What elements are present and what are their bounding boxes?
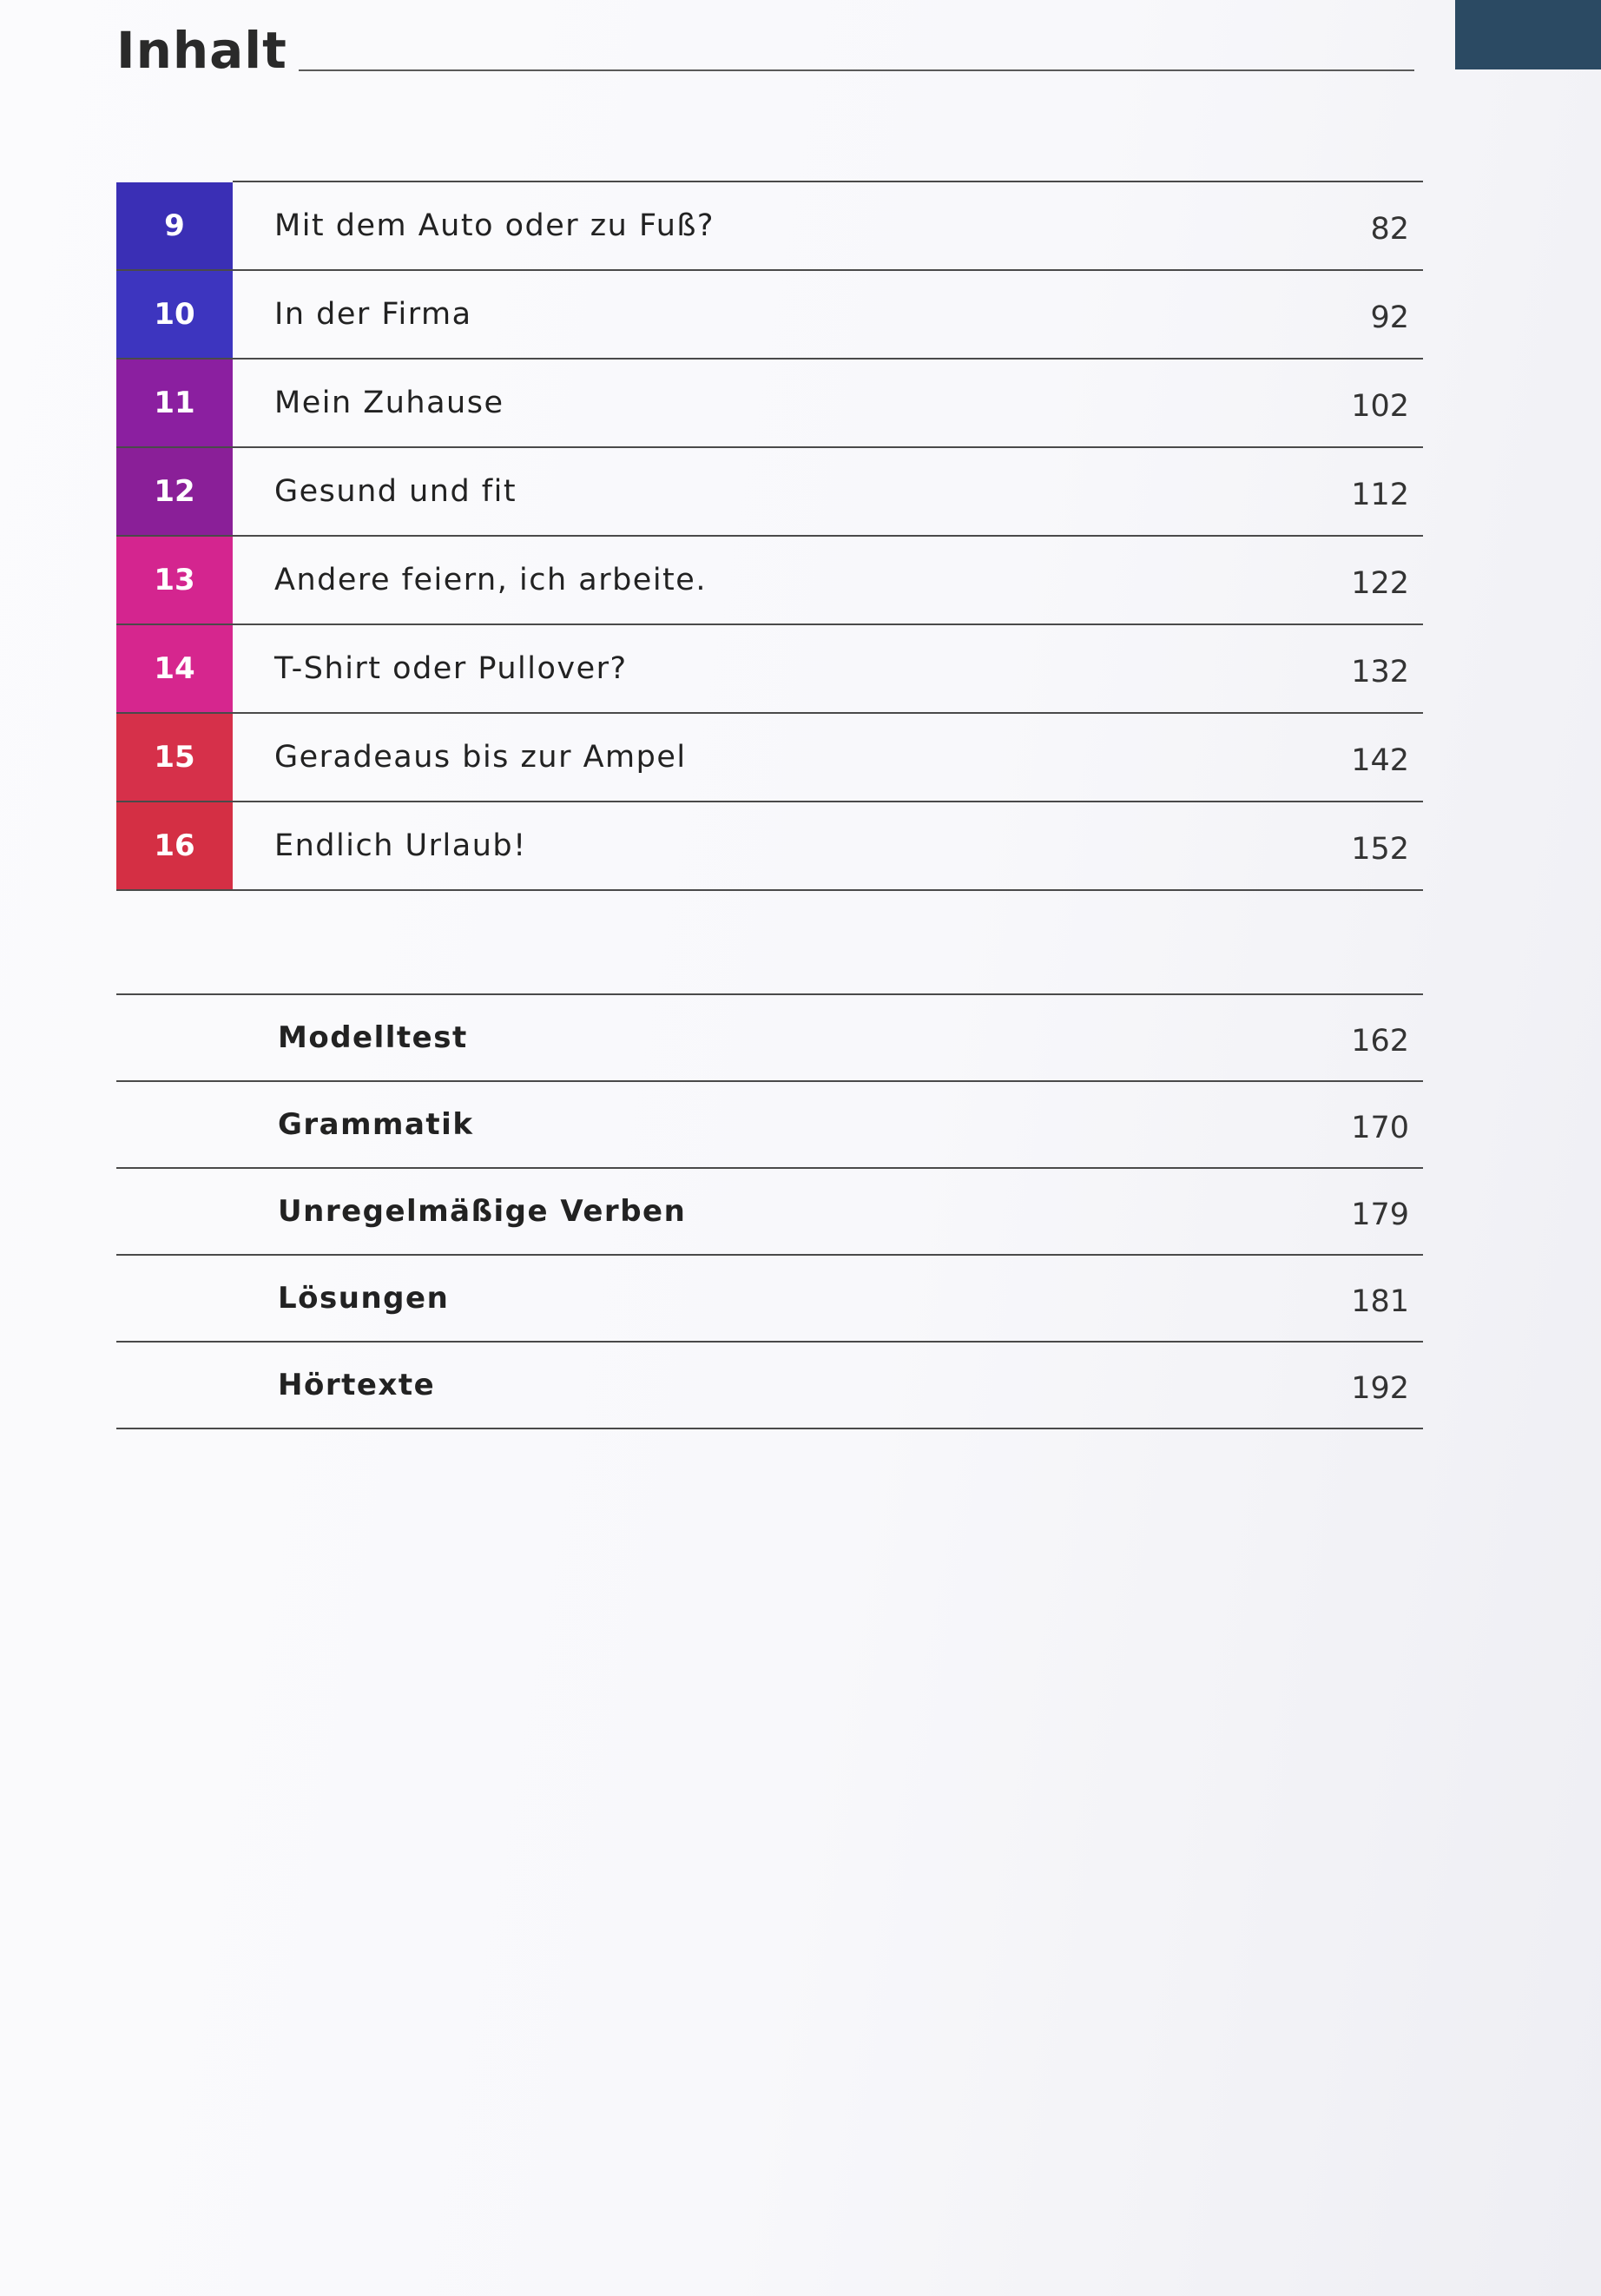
chapter-page-number: 132 bbox=[1351, 655, 1409, 689]
appendix-row[interactable] bbox=[116, 1082, 1423, 1169]
chapter-number-badge: 14 bbox=[116, 625, 233, 712]
appendix-title: Lösungen bbox=[278, 1281, 450, 1316]
appendix-row[interactable] bbox=[116, 1256, 1423, 1343]
chapter-number-badge: 11 bbox=[116, 360, 233, 446]
title-rule bbox=[299, 69, 1414, 71]
appendix-page-number: 192 bbox=[1351, 1371, 1409, 1406]
chapter-row[interactable] bbox=[116, 714, 1423, 802]
chapter-page-number: 152 bbox=[1351, 832, 1409, 867]
chapter-row[interactable] bbox=[116, 271, 1423, 360]
appendix-list bbox=[116, 993, 1423, 1429]
chapter-page-number: 122 bbox=[1351, 566, 1409, 601]
appendix-row[interactable] bbox=[116, 993, 1423, 1082]
chapter-page-number: 112 bbox=[1351, 478, 1409, 512]
chapter-row[interactable] bbox=[116, 625, 1423, 714]
appendix-title: Unregelmäßige Verben bbox=[278, 1194, 687, 1229]
corner-tab bbox=[1455, 0, 1601, 69]
appendix-page-number: 181 bbox=[1351, 1284, 1409, 1319]
chapter-title: In der Firma bbox=[274, 297, 472, 332]
chapter-page-number: 102 bbox=[1351, 389, 1409, 424]
appendix-title: Hörtexte bbox=[278, 1368, 436, 1402]
chapter-list bbox=[116, 182, 1423, 891]
chapter-title: Mein Zuhause bbox=[274, 386, 504, 420]
appendix-row[interactable] bbox=[116, 1343, 1423, 1429]
chapter-number-badge: 13 bbox=[116, 537, 233, 623]
chapter-number-badge: 9 bbox=[116, 182, 233, 269]
chapter-title: Endlich Urlaub! bbox=[274, 828, 527, 863]
chapter-row[interactable] bbox=[116, 448, 1423, 537]
chapter-row[interactable] bbox=[116, 360, 1423, 448]
chapter-page-number: 92 bbox=[1370, 300, 1409, 335]
appendix-page-number: 170 bbox=[1351, 1111, 1409, 1145]
appendix-page-number: 162 bbox=[1351, 1024, 1409, 1059]
chapter-row[interactable] bbox=[116, 802, 1423, 891]
chapter-page-number: 82 bbox=[1370, 212, 1409, 247]
chapter-number-badge: 16 bbox=[116, 802, 233, 889]
chapter-row[interactable] bbox=[116, 537, 1423, 625]
chapter-title: Andere feiern, ich arbeite. bbox=[274, 563, 707, 597]
chapter-title: Geradeaus bis zur Ampel bbox=[274, 740, 687, 775]
chapter-number-badge: 10 bbox=[116, 271, 233, 358]
chapter-row[interactable] bbox=[116, 182, 1423, 271]
chapter-title: Gesund und fit bbox=[274, 474, 517, 509]
appendix-row[interactable] bbox=[116, 1169, 1423, 1256]
chapter-number-badge: 12 bbox=[116, 448, 233, 535]
appendix-title: Modelltest bbox=[278, 1020, 468, 1055]
chapter-number-badge: 15 bbox=[116, 714, 233, 801]
chapter-title: Mit dem Auto oder zu Fuß? bbox=[274, 208, 715, 243]
chapter-title: T-Shirt oder Pullover? bbox=[274, 651, 628, 686]
chapter-page-number: 142 bbox=[1351, 743, 1409, 778]
appendix-page-number: 179 bbox=[1351, 1197, 1409, 1232]
appendix-title: Grammatik bbox=[278, 1107, 474, 1142]
page-title: Inhalt bbox=[116, 21, 287, 80]
